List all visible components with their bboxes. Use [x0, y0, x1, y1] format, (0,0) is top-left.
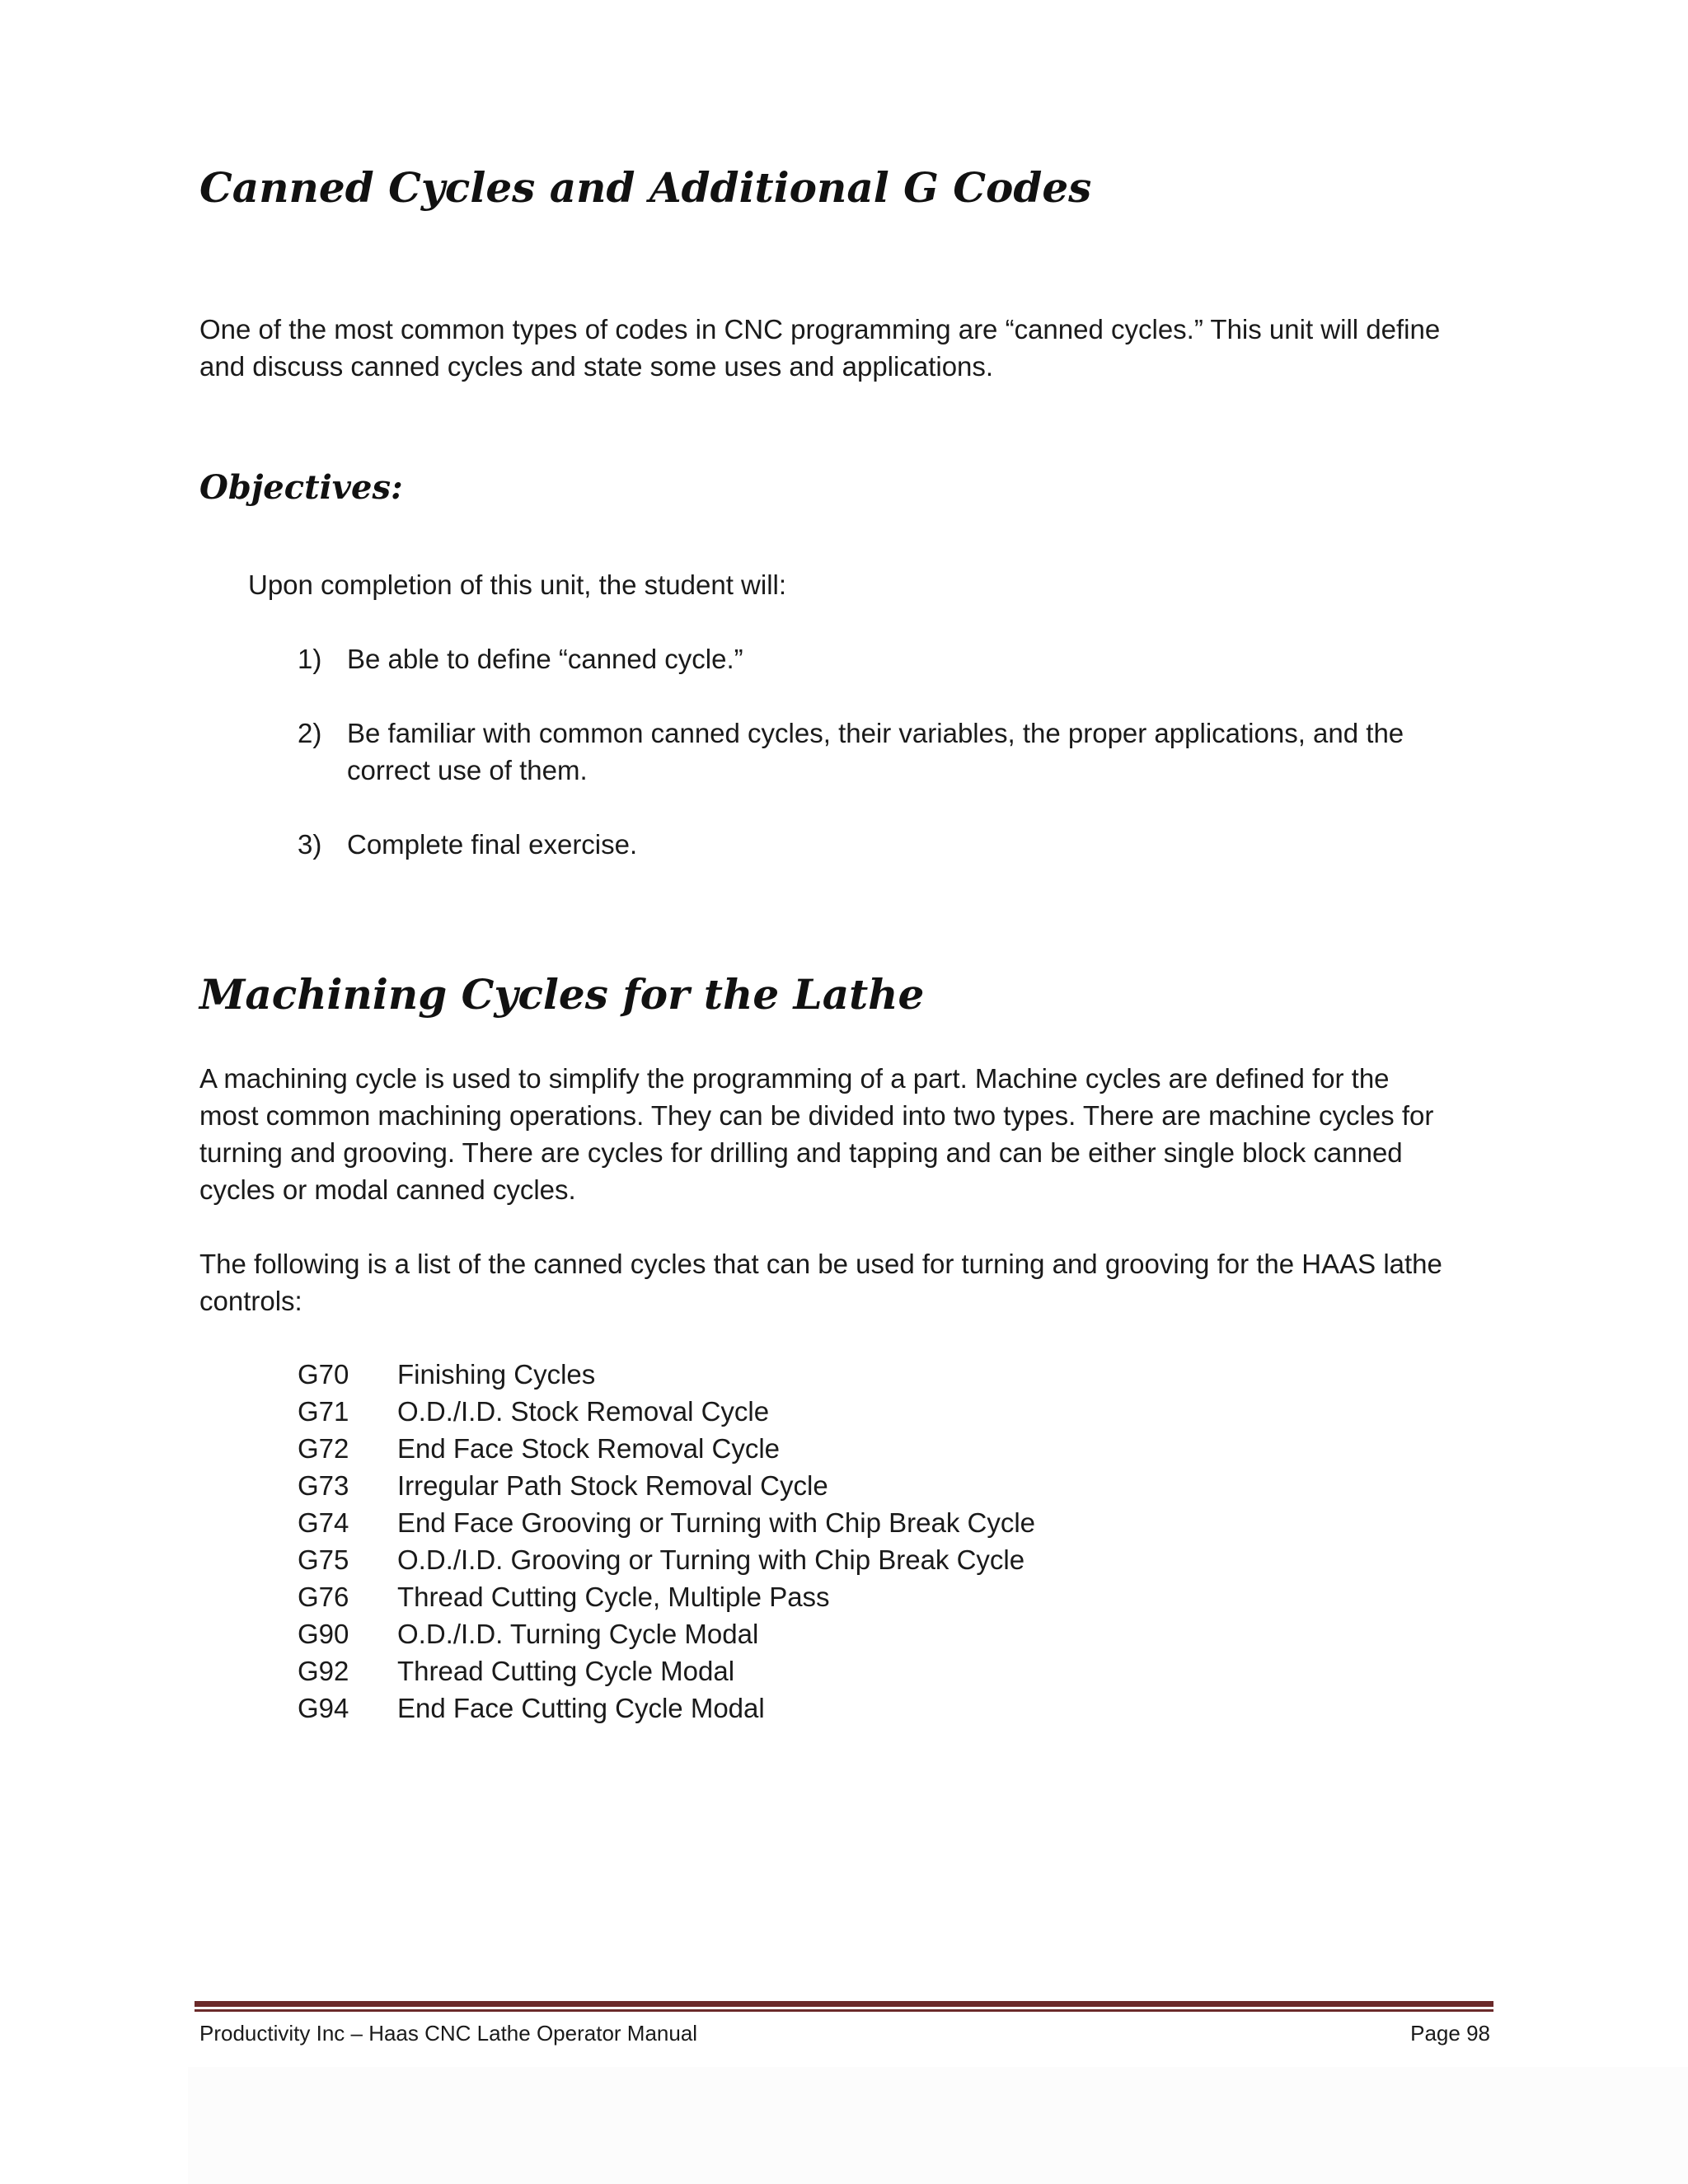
- objective-number: 3): [298, 829, 322, 860]
- objective-line: correct use of them.: [347, 755, 588, 785]
- machining-line: most common machining operations. They can be divided into two types. There are machine cycles for: [199, 1100, 1434, 1131]
- gcode-description: O.D./I.D. Grooving or Turning with Chip Break Cycle: [397, 1544, 1025, 1575]
- machining-line: turning and grooving. There are cycles for drilling and tapping and can be either single block canned: [199, 1137, 1403, 1168]
- gcode-description: End Face Cutting Cycle Modal: [397, 1693, 765, 1723]
- gcode-description: Irregular Path Stock Removal Cycle: [397, 1470, 828, 1501]
- footer-title: Productivity Inc – Haas CNC Lathe Operator Manual: [199, 2021, 698, 2046]
- intro-line: One of the most common types of codes in CNC programming are “canned cycles.” This unit will define: [199, 314, 1441, 344]
- footer-rule-thin: [195, 2009, 1493, 2012]
- objective-number: 1): [298, 644, 322, 674]
- objectives-lead: Upon completion of this unit, the student will:: [248, 569, 787, 600]
- machining-line: A machining cycle is used to simplify the programming of a part. Machine cycles are defined for the: [199, 1063, 1390, 1094]
- gcode-code: G76: [298, 1582, 349, 1612]
- gcode-code: G92: [298, 1656, 349, 1686]
- objective-line: Complete final exercise.: [347, 829, 638, 860]
- objective-text: [347, 715, 1404, 789]
- gcode-code: G73: [298, 1470, 349, 1501]
- machining-line: cycles or modal canned cycles.: [199, 1174, 576, 1205]
- gcode-code: G74: [298, 1507, 349, 1538]
- objective-text: [347, 640, 743, 677]
- gcode-code: G72: [298, 1433, 349, 1464]
- page-number: Page 98: [1410, 2021, 1490, 2046]
- objective-line: Be familiar with common canned cycles, their variables, the proper applications, and the: [347, 718, 1404, 748]
- objective-line: Be able to define “canned cycle.”: [347, 644, 743, 674]
- gcode-intro-line: controls:: [199, 1286, 302, 1316]
- gcode-code: G70: [298, 1359, 349, 1390]
- intro-line: and discuss canned cycles and state some uses and applications.: [199, 351, 994, 382]
- gcode-code: G75: [298, 1544, 349, 1575]
- machining-title: Machining Cycles for the Lathe: [199, 970, 925, 1019]
- objective-number: 2): [298, 718, 322, 748]
- objectives-heading: Objectives:: [199, 468, 403, 507]
- gcode-intro-paragraph: [199, 1245, 1442, 1319]
- gcode-description: O.D./I.D. Stock Removal Cycle: [397, 1396, 770, 1427]
- gcode-intro-line: The following is a list of the canned cycles that can be used for turning and grooving for the HAAS lathe: [199, 1249, 1442, 1279]
- page-bottom-tint: [188, 2067, 1688, 2184]
- footer-rule-thick: [195, 2001, 1493, 2007]
- gcode-description: End Face Grooving or Turning with Chip Break Cycle: [397, 1507, 1036, 1538]
- gcode-description: End Face Stock Removal Cycle: [397, 1433, 781, 1464]
- gcode-description: Thread Cutting Cycle Modal: [397, 1656, 735, 1686]
- intro-paragraph: [199, 311, 1440, 385]
- machining-paragraph: [199, 1060, 1433, 1208]
- objective-text: [347, 826, 637, 863]
- gcode-code: G94: [298, 1693, 349, 1723]
- gcode-code: G71: [298, 1396, 349, 1427]
- gcode-description: O.D./I.D. Turning Cycle Modal: [397, 1619, 759, 1649]
- gcode-description: Finishing Cycles: [397, 1359, 596, 1390]
- unit-title: Canned Cycles and Additional G Codes: [199, 163, 1092, 212]
- gcode-code: G90: [298, 1619, 349, 1649]
- gcode-description: Thread Cutting Cycle, Multiple Pass: [397, 1582, 830, 1612]
